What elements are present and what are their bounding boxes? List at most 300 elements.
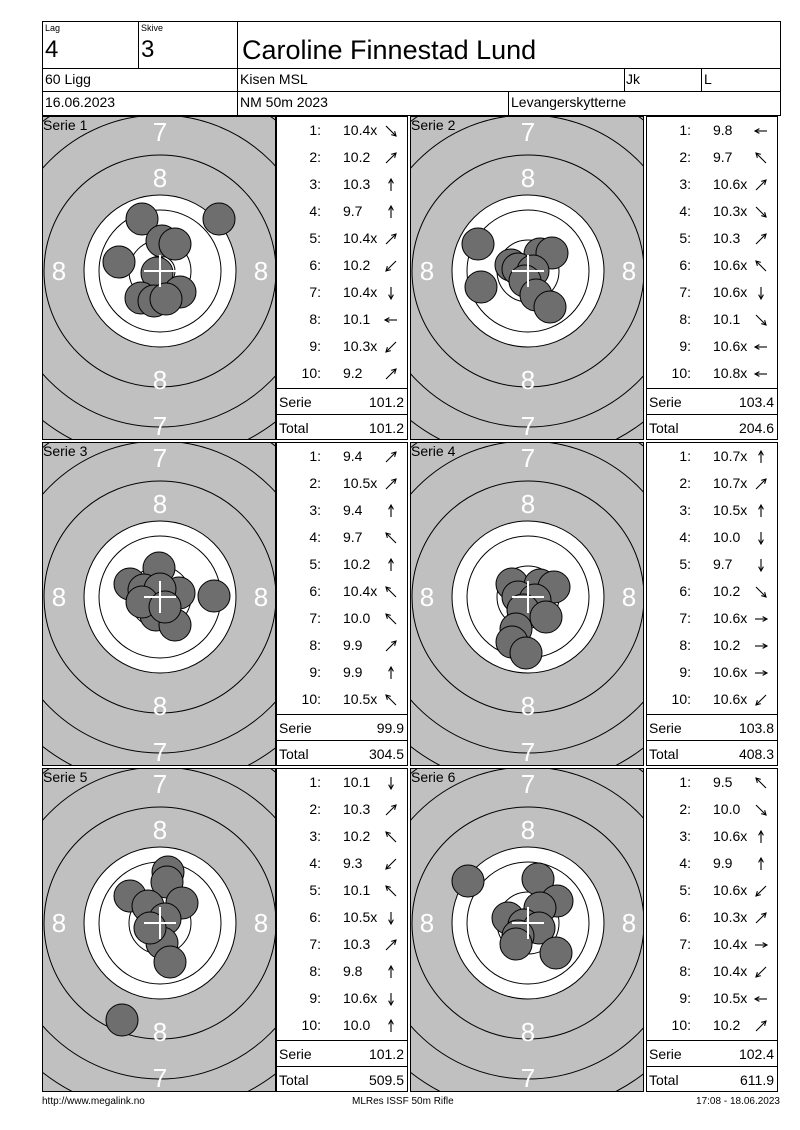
- target-face: [411, 117, 644, 440]
- shot-direction-arrow-icon: [383, 665, 399, 681]
- shot-number: 9:: [679, 338, 691, 354]
- shot-value: 10.1: [343, 311, 371, 327]
- shot-row: [647, 605, 777, 632]
- shot-direction-arrow-icon: [383, 937, 399, 953]
- shot-number: 6:: [679, 909, 691, 925]
- shot-direction-arrow-icon: [753, 503, 769, 519]
- shot-direction-arrow-icon: [383, 584, 399, 600]
- shot-value: 10.2: [713, 637, 741, 653]
- shot-value: 9.8: [343, 963, 363, 979]
- shot-number: 4:: [679, 203, 691, 219]
- ring-number-8-right: 8: [253, 908, 269, 938]
- shot-value: 10.6x: [343, 990, 378, 1006]
- shot-value: 10.6x: [713, 284, 748, 300]
- ring-number-8-left: 8: [419, 908, 435, 938]
- shot-direction-arrow-icon: [753, 530, 769, 546]
- ring-number-7-bottom: 7: [152, 737, 168, 767]
- shot-value: 9.5: [713, 774, 733, 790]
- shot-value: 10.7x: [713, 448, 748, 464]
- shot-row: [277, 333, 407, 360]
- l-text: L: [704, 71, 712, 87]
- shot-direction-arrow-icon: [753, 991, 769, 1007]
- shot-direction-arrow-icon: [753, 204, 769, 220]
- total-label: Total: [649, 746, 679, 762]
- shot-row: [647, 497, 777, 524]
- shot-direction-arrow-icon: [753, 829, 769, 845]
- serie-sum-value: 103.8: [738, 720, 774, 736]
- shot-row: [647, 578, 777, 605]
- shot-value: 10.4x: [713, 936, 748, 952]
- shot-value: 10.6x: [713, 664, 748, 680]
- shot-value: 10.2: [343, 149, 371, 165]
- shot-number: 4:: [309, 529, 321, 545]
- lag-label: Lag: [45, 23, 61, 33]
- shot-number: 3:: [309, 176, 321, 192]
- ring-number-7-bottom: 7: [520, 1063, 536, 1093]
- shooter-name: Caroline Finnestad Lund: [242, 35, 537, 65]
- shot-value: 10.5x: [713, 990, 748, 1006]
- shot-row: [277, 117, 407, 144]
- shot-direction-arrow-icon: [383, 692, 399, 708]
- shot-direction-arrow-icon: [753, 231, 769, 247]
- shot-direction-arrow-icon: [753, 883, 769, 899]
- shot-hole: [150, 283, 182, 315]
- shot-hole: [452, 865, 484, 897]
- ring-number-8-top: 8: [520, 489, 536, 519]
- shot-row: [647, 198, 777, 225]
- shot-direction-arrow-icon: [753, 1018, 769, 1034]
- serie-sum-row: [647, 388, 777, 414]
- target-box: [410, 768, 644, 1092]
- shot-number: 9:: [309, 664, 321, 680]
- shot-value: 10.0: [343, 1017, 371, 1033]
- shot-direction-arrow-icon: [383, 829, 399, 845]
- ring-number-8-left: 8: [419, 256, 435, 286]
- ring-number-7-top: 7: [152, 769, 168, 799]
- shot-value: 9.4: [343, 502, 363, 518]
- club-cell: [237, 68, 625, 92]
- ring-number-8-bottom: 8: [520, 1017, 536, 1047]
- shot-row: [647, 225, 777, 252]
- shot-row: [277, 524, 407, 551]
- shot-value: 10.6x: [713, 338, 748, 354]
- ring-number-7-bottom: 7: [152, 1063, 168, 1093]
- shot-direction-arrow-icon: [383, 883, 399, 899]
- shot-direction-arrow-icon: [753, 638, 769, 654]
- shot-number: 7:: [679, 284, 691, 300]
- shot-value: 10.4x: [343, 230, 378, 246]
- total-label: Total: [279, 1072, 309, 1088]
- footer-url[interactable]: http://www.megalink.no: [42, 1096, 145, 1107]
- serie-sum-value: 103.4: [738, 394, 774, 410]
- ring-number-8-right: 8: [253, 256, 269, 286]
- ring-number-8-right: 8: [621, 908, 637, 938]
- shot-row: [277, 823, 407, 850]
- shot-row: [647, 877, 777, 904]
- total-row: [277, 740, 407, 766]
- serie-sum-label: Serie: [649, 1046, 682, 1062]
- shot-direction-arrow-icon: [753, 910, 769, 926]
- organizer-cell: [508, 91, 781, 116]
- shot-number: 7:: [309, 610, 321, 626]
- shot-number: 7:: [309, 936, 321, 952]
- shot-row: [277, 850, 407, 877]
- ring-number-8-left: 8: [51, 256, 67, 286]
- shot-number: 3:: [309, 502, 321, 518]
- shot-direction-arrow-icon: [383, 530, 399, 546]
- serie-sum-row: [647, 1040, 777, 1066]
- shot-number: 6:: [309, 583, 321, 599]
- class-cell: [42, 68, 238, 92]
- shot-number: 9:: [309, 990, 321, 1006]
- ring-number-8-bottom: 8: [152, 1017, 168, 1047]
- serie-sum-value: 99.9: [376, 720, 404, 736]
- shot-row: [647, 931, 777, 958]
- ring-number-8-left: 8: [51, 908, 67, 938]
- shot-value: 10.3: [343, 801, 371, 817]
- shot-row: [647, 279, 777, 306]
- shot-row: [277, 931, 407, 958]
- shot-direction-arrow-icon: [383, 964, 399, 980]
- name-cell: [237, 21, 781, 69]
- shot-hole: [540, 937, 572, 969]
- skive-label: Skive: [141, 23, 164, 33]
- shot-hole: [103, 246, 135, 278]
- shot-number: 2:: [679, 149, 691, 165]
- shot-direction-arrow-icon: [753, 366, 769, 382]
- shot-value: 10.2: [343, 828, 371, 844]
- ring-number-8-top: 8: [520, 163, 536, 193]
- shot-direction-arrow-icon: [383, 312, 399, 328]
- shot-value: 9.7: [343, 529, 363, 545]
- shot-number: 10:: [671, 1017, 691, 1033]
- shots-list: [276, 116, 408, 440]
- serie-title: Serie 1: [43, 117, 88, 133]
- shot-row: [647, 443, 777, 470]
- shot-direction-arrow-icon: [383, 476, 399, 492]
- ring-number-8-top: 8: [152, 489, 168, 519]
- shot-row: [647, 632, 777, 659]
- shot-row: [647, 850, 777, 877]
- shot-direction-arrow-icon: [383, 802, 399, 818]
- shot-value: 10.8x: [713, 365, 748, 381]
- serie-title: Serie 2: [411, 117, 456, 133]
- shot-value: 10.0: [713, 529, 741, 545]
- shot-value: 10.6x: [713, 610, 748, 626]
- serie-title: Serie 5: [43, 769, 88, 785]
- shot-number: 6:: [309, 909, 321, 925]
- shot-number: 8:: [309, 963, 321, 979]
- ring-number-8-bottom: 8: [520, 691, 536, 721]
- shot-direction-arrow-icon: [753, 964, 769, 980]
- shot-row: [647, 904, 777, 931]
- shot-row: [647, 823, 777, 850]
- footer-timestamp: 17:08 - 18.06.2023: [696, 1096, 780, 1107]
- shot-value: 10.1: [343, 882, 371, 898]
- shot-value: 10.4x: [343, 284, 378, 300]
- shot-hole: [510, 637, 542, 669]
- shot-direction-arrow-icon: [753, 285, 769, 301]
- shot-row: [277, 225, 407, 252]
- shot-number: 3:: [679, 502, 691, 518]
- total-value: 204.6: [738, 420, 774, 436]
- shot-number: 4:: [679, 855, 691, 871]
- shot-row: [647, 470, 777, 497]
- shot-row: [277, 144, 407, 171]
- shot-direction-arrow-icon: [383, 910, 399, 926]
- serie-title: Serie 3: [43, 443, 88, 459]
- shot-value: 10.5x: [713, 502, 748, 518]
- shot-number: 2:: [679, 475, 691, 491]
- target-face: [411, 443, 644, 766]
- shot-value: 10.2: [343, 556, 371, 572]
- shot-row: [277, 769, 407, 796]
- shot-value: 9.9: [343, 637, 363, 653]
- shot-value: 9.7: [343, 203, 363, 219]
- shot-direction-arrow-icon: [753, 150, 769, 166]
- ring-number-7-top: 7: [520, 443, 536, 473]
- organizer-name: Levangerskytterne: [511, 94, 627, 110]
- total-label: Total: [649, 1072, 679, 1088]
- total-label: Total: [279, 420, 309, 436]
- shot-value: 10.2: [713, 1017, 741, 1033]
- shot-direction-arrow-icon: [383, 150, 399, 166]
- shot-hole: [465, 271, 497, 303]
- target-face: [43, 443, 276, 766]
- shot-direction-arrow-icon: [753, 802, 769, 818]
- target-face: [43, 117, 276, 440]
- shot-number: 7:: [679, 610, 691, 626]
- shot-number: 6:: [309, 257, 321, 273]
- shot-number: 2:: [309, 475, 321, 491]
- date-cell: [42, 91, 238, 116]
- shot-number: 10:: [301, 691, 321, 707]
- shot-value: 10.4x: [713, 963, 748, 979]
- shot-value: 10.6x: [713, 828, 748, 844]
- total-label: Total: [279, 746, 309, 762]
- target-box: [42, 442, 276, 766]
- shot-value: 10.2: [713, 583, 741, 599]
- shot-number: 6:: [679, 583, 691, 599]
- shot-number: 3:: [679, 828, 691, 844]
- shot-value: 10.0: [713, 801, 741, 817]
- shots-list: [646, 768, 778, 1092]
- shot-value: 9.4: [343, 448, 363, 464]
- shot-value: 10.6x: [713, 882, 748, 898]
- shot-direction-arrow-icon: [383, 285, 399, 301]
- shot-value: 9.9: [343, 664, 363, 680]
- shot-number: 3:: [679, 176, 691, 192]
- shots-list: [646, 442, 778, 766]
- shot-row: [647, 769, 777, 796]
- shot-hole: [198, 580, 230, 612]
- total-row: [647, 414, 777, 440]
- shot-number: 3:: [309, 828, 321, 844]
- shot-hole: [159, 228, 191, 260]
- jk-text: Jk: [626, 71, 640, 87]
- shot-direction-arrow-icon: [753, 611, 769, 627]
- ring-number-7-bottom: 7: [520, 411, 536, 441]
- shot-row: [647, 985, 777, 1012]
- shot-direction-arrow-icon: [383, 856, 399, 872]
- shot-direction-arrow-icon: [753, 339, 769, 355]
- shot-hole: [134, 912, 166, 944]
- shot-direction-arrow-icon: [753, 692, 769, 708]
- shot-hole: [149, 591, 181, 623]
- shot-direction-arrow-icon: [383, 123, 399, 139]
- shot-row: [277, 171, 407, 198]
- ring-number-8-right: 8: [621, 582, 637, 612]
- shot-value: 10.6x: [713, 691, 748, 707]
- serie-sum-label: Serie: [279, 720, 312, 736]
- total-value: 304.5: [368, 746, 404, 762]
- serie-sum-value: 101.2: [368, 394, 404, 410]
- shot-row: [647, 958, 777, 985]
- serie-sum-row: [277, 714, 407, 740]
- shot-direction-arrow-icon: [383, 177, 399, 193]
- shot-direction-arrow-icon: [753, 775, 769, 791]
- event-name: NM 50m 2023: [240, 94, 328, 110]
- shot-direction-arrow-icon: [383, 991, 399, 1007]
- class-name: 60 Ligg: [45, 71, 91, 87]
- jk-cell: [624, 68, 702, 92]
- shot-number: 9:: [309, 338, 321, 354]
- ring-number-8-top: 8: [152, 815, 168, 845]
- shot-hole: [154, 946, 186, 978]
- shot-number: 1:: [679, 122, 691, 138]
- shot-row: [277, 605, 407, 632]
- shot-direction-arrow-icon: [753, 449, 769, 465]
- shot-value: 10.6x: [713, 257, 748, 273]
- shot-direction-arrow-icon: [383, 503, 399, 519]
- serie-title: Serie 6: [411, 769, 456, 785]
- shot-value: 9.7: [713, 556, 733, 572]
- shot-hole: [530, 601, 562, 633]
- shot-row: [647, 306, 777, 333]
- shot-value: 10.3x: [713, 203, 748, 219]
- shot-value: 9.2: [343, 365, 363, 381]
- shot-number: 8:: [679, 311, 691, 327]
- shot-direction-arrow-icon: [753, 177, 769, 193]
- shot-number: 5:: [309, 230, 321, 246]
- shot-row: [277, 958, 407, 985]
- shot-value: 10.3: [713, 230, 741, 246]
- shot-value: 10.3: [343, 936, 371, 952]
- shot-row: [277, 659, 407, 686]
- total-value: 509.5: [368, 1072, 404, 1088]
- serie-sum-value: 102.4: [738, 1046, 774, 1062]
- shot-direction-arrow-icon: [753, 123, 769, 139]
- target-box: [410, 116, 644, 440]
- shot-number: 8:: [679, 963, 691, 979]
- shot-direction-arrow-icon: [383, 366, 399, 382]
- shot-number: 10:: [301, 365, 321, 381]
- shot-value: 10.7x: [713, 475, 748, 491]
- shot-row: [647, 117, 777, 144]
- shot-number: 4:: [309, 855, 321, 871]
- shot-number: 4:: [309, 203, 321, 219]
- shot-row: [277, 877, 407, 904]
- shot-hole: [534, 291, 566, 323]
- date-text: 16.06.2023: [45, 94, 116, 110]
- ring-number-7-bottom: 7: [520, 737, 536, 767]
- shot-row: [647, 171, 777, 198]
- ring-number-8-top: 8: [152, 163, 168, 193]
- shot-direction-arrow-icon: [753, 584, 769, 600]
- shot-number: 2:: [309, 149, 321, 165]
- shot-value: 10.1: [713, 311, 741, 327]
- skive-cell: [138, 21, 238, 69]
- serie-sum-label: Serie: [279, 1046, 312, 1062]
- total-row: [647, 1066, 777, 1092]
- shot-number: 2:: [679, 801, 691, 817]
- shot-row: [277, 198, 407, 225]
- shot-value: 10.1: [343, 774, 371, 790]
- shot-number: 10:: [671, 691, 691, 707]
- shot-row: [277, 470, 407, 497]
- shot-direction-arrow-icon: [383, 557, 399, 573]
- total-row: [647, 740, 777, 766]
- shot-direction-arrow-icon: [383, 1018, 399, 1034]
- shot-row: [277, 551, 407, 578]
- shot-number: 8:: [679, 637, 691, 653]
- serie-sum-label: Serie: [279, 394, 312, 410]
- ring-number-8-left: 8: [419, 582, 435, 612]
- shot-row: [277, 497, 407, 524]
- shot-number: 8:: [309, 311, 321, 327]
- shot-direction-arrow-icon: [383, 638, 399, 654]
- shot-number: 9:: [679, 990, 691, 1006]
- shot-row: [647, 551, 777, 578]
- shot-number: 9:: [679, 664, 691, 680]
- serie-sum-value: 101.2: [368, 1046, 404, 1062]
- shot-row: [647, 144, 777, 171]
- shots-list: [276, 768, 408, 1092]
- shot-row: [647, 252, 777, 279]
- lag-value: 4: [45, 36, 59, 63]
- shot-direction-arrow-icon: [383, 258, 399, 274]
- shot-row: [277, 252, 407, 279]
- target-box: [410, 442, 644, 766]
- shot-number: 1:: [679, 774, 691, 790]
- serie-sum-row: [277, 388, 407, 414]
- ring-number-7-top: 7: [152, 443, 168, 473]
- shot-number: 7:: [679, 936, 691, 952]
- shot-row: [277, 578, 407, 605]
- shot-number: 1:: [679, 448, 691, 464]
- serie-title: Serie 4: [411, 443, 456, 459]
- shot-direction-arrow-icon: [383, 449, 399, 465]
- shot-number: 5:: [679, 556, 691, 572]
- shot-value: 10.3x: [713, 909, 748, 925]
- serie-sum-row: [647, 714, 777, 740]
- serie-sum-label: Serie: [649, 720, 682, 736]
- shot-number: 1:: [309, 774, 321, 790]
- shot-number: 10:: [301, 1017, 321, 1033]
- shot-direction-arrow-icon: [383, 775, 399, 791]
- shot-row: [277, 796, 407, 823]
- shot-row: [277, 904, 407, 931]
- target-face: [411, 769, 644, 1092]
- ring-number-8-left: 8: [51, 582, 67, 612]
- shot-row: [647, 659, 777, 686]
- shots-list: [276, 442, 408, 766]
- ring-number-8-right: 8: [621, 256, 637, 286]
- shot-row: [647, 796, 777, 823]
- target-box: [42, 116, 276, 440]
- ring-number-8-bottom: 8: [152, 365, 168, 395]
- shot-number: 1:: [309, 448, 321, 464]
